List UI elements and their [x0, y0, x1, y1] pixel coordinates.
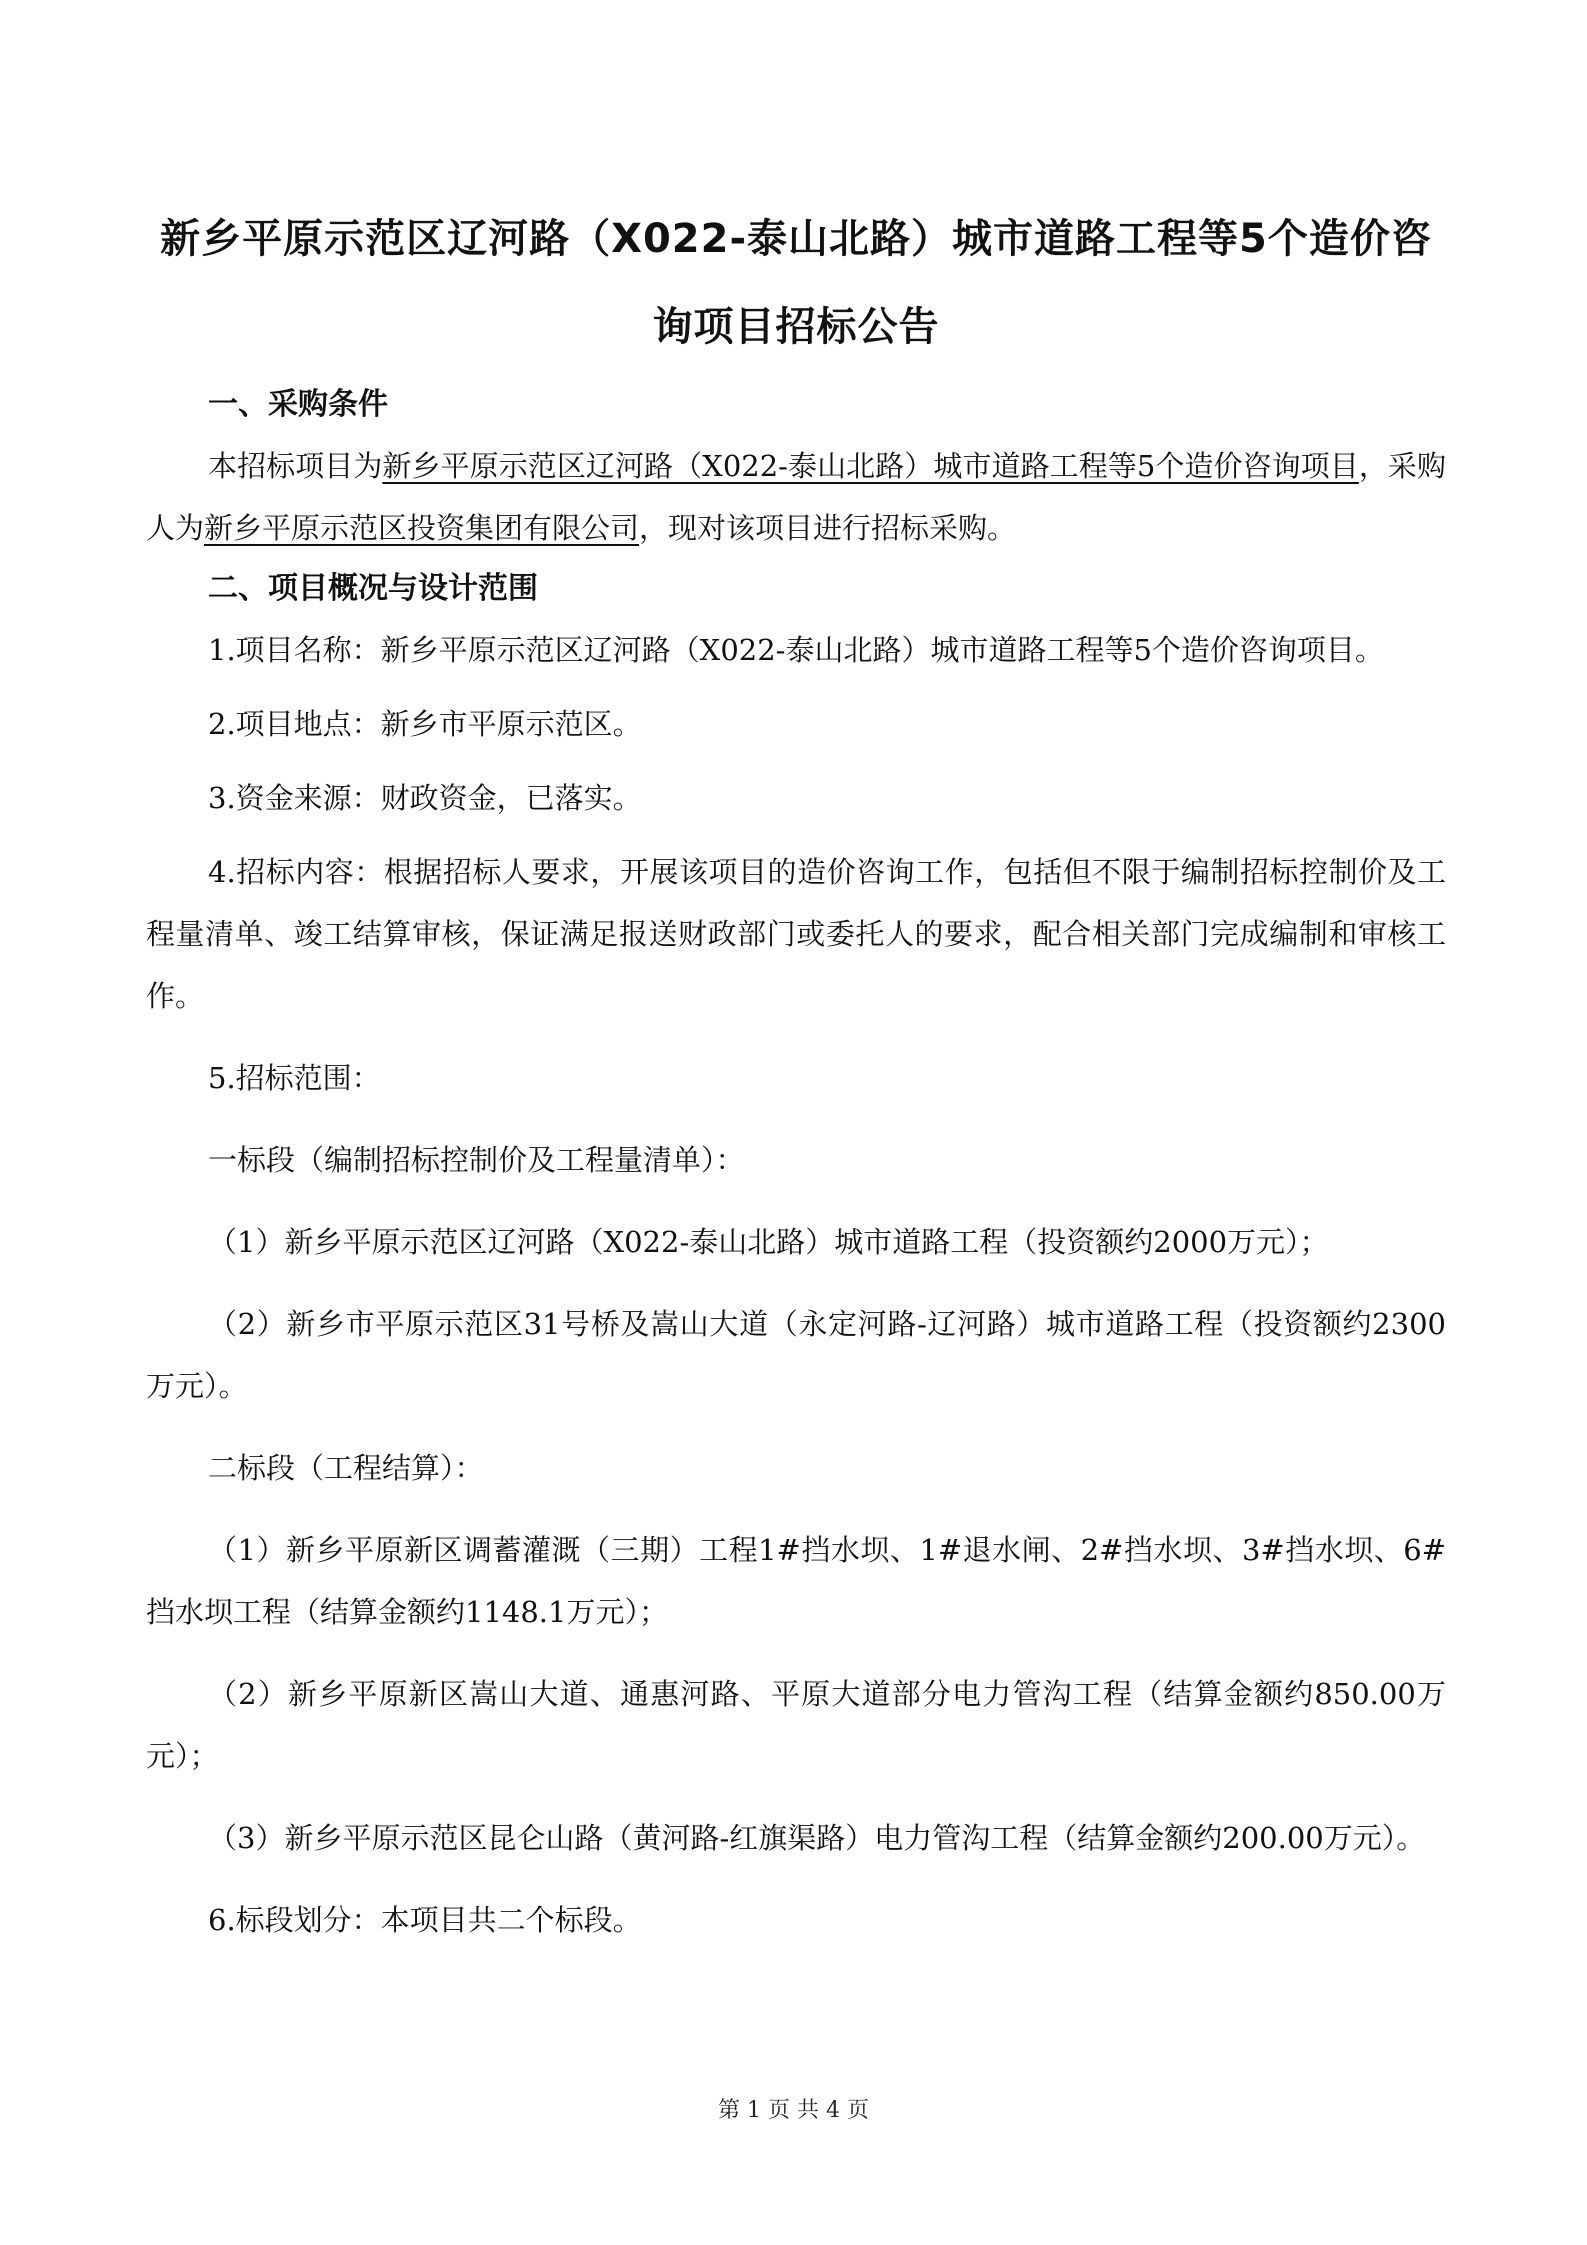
lot1-heading: 一标段（编制招标控制价及工程量清单）：	[208, 1143, 745, 1177]
buyer-name-underlined: 新乡平原示范区投资集团有限公司	[204, 511, 640, 545]
item-lot-division: 6.标段划分：本项目共二个标段。	[208, 1903, 642, 1937]
lot2-item-1: （1）新乡平原新区调蓄灌溉（三期）工程1#挡水坝、1#退水闸、2#挡水坝、3#挡水坝、6#挡水坝工程（结算金额约1148.1万元）；	[146, 1533, 1446, 1629]
lot1-item-1: （1）新乡平原示范区辽河路（X022-泰山北路）城市道路工程（投资额约2000万元）；	[208, 1225, 1329, 1259]
item-project-name: 1.项目名称：新乡平原示范区辽河路（X022-泰山北路）城市道路工程等5个造价咨询项目。	[208, 633, 1384, 667]
item-project-location: 2.项目地点：新乡市平原示范区。	[208, 707, 642, 741]
lot2-heading: 二标段（工程结算）：	[208, 1451, 484, 1485]
lot1-item-2: （2）新乡市平原示范区31号桥及嵩山大道（永定河路-辽河路）城市道路工程（投资额约2300万元）。	[146, 1307, 1446, 1403]
lot2-item-3: （3）新乡平原示范区昆仑山路（黄河路-红旗渠路）电力管沟工程（结算金额约200.00万元）。	[208, 1821, 1426, 1855]
page-number-footer: 第 1 页 共 4 页	[718, 2098, 869, 2123]
document-title	[146, 195, 1446, 371]
project-name-underlined: 新乡平原示范区辽河路（X022-泰山北路）城市道路工程等5个造价咨询项目	[382, 449, 1359, 483]
text-segment: 本招标项目为	[208, 449, 383, 483]
section-heading-procurement-conditions: 一、采购条件	[208, 387, 388, 422]
section-heading-project-overview: 二、项目概况与设计范围	[208, 571, 538, 606]
item-tender-scope: 5.招标范围：	[208, 1061, 381, 1095]
lot2-item-2: （2）新乡平原新区嵩山大道、通惠河路、平原大道部分电力管沟工程（结算金额约850.00万元）；	[146, 1677, 1446, 1773]
title-line-1: 新乡平原示范区辽河路（X022-泰山北路）城市道路工程等5个造价咨	[160, 216, 1432, 262]
item-funding-source: 3.资金来源：财政资金，已落实。	[208, 781, 642, 815]
text-segment: ，采购人为	[146, 449, 1446, 545]
procurement-conditions-paragraph	[146, 435, 1446, 559]
document-body	[146, 195, 1446, 1951]
title-line-2: 询项目招标公告	[652, 304, 940, 350]
item-tender-content: 4.招标内容：根据招标人要求，开展该项目的造价咨询工作，包括但不限于编制招标控制价及工程量清单、竣工结算审核，保证满足报送财政部门或委托人的要求，配合相关部门完成编制和审核工作。	[146, 855, 1446, 1013]
text-segment: ，现对该项目进行招标采购。	[639, 511, 1017, 545]
